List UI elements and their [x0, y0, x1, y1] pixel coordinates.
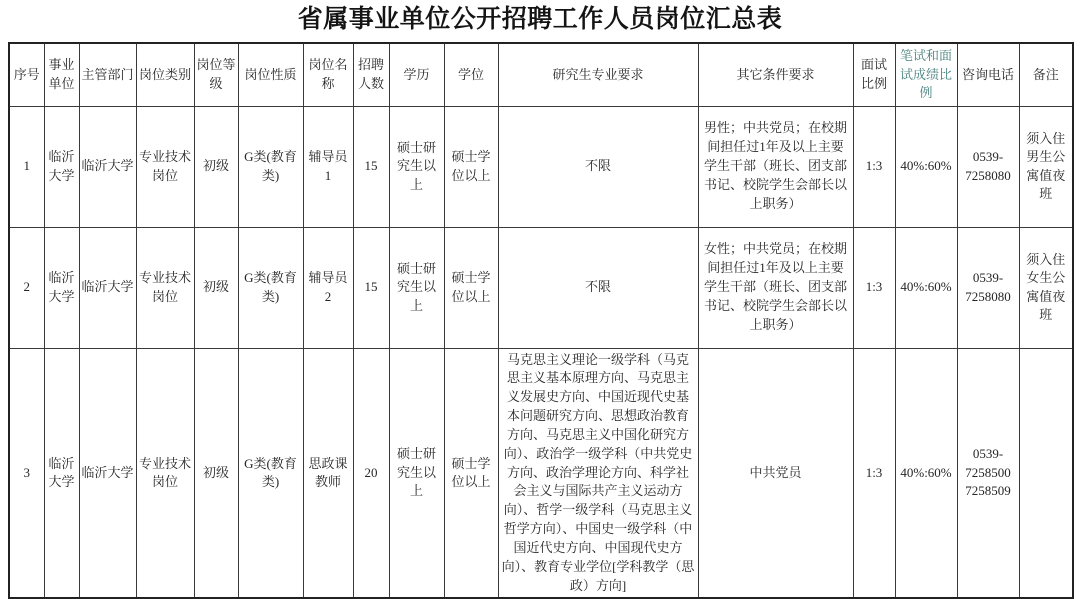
table-row — [9, 106, 1073, 227]
cell-position-name: 辅导员2 — [303, 227, 353, 348]
col-header-level: 岗位等级 — [194, 43, 238, 106]
cell-education: 硕士研究生以上 — [389, 348, 444, 598]
table-row — [9, 348, 1073, 598]
cell-phone: 0539-7258080 — [957, 227, 1019, 348]
cell-degree: 硕士学位以上 — [444, 348, 498, 598]
cell-remark: 须入住男生公寓值夜班 — [1019, 106, 1073, 227]
col-header-education: 学历 — [389, 43, 444, 106]
cell-interview-ratio: 1:3 — [853, 106, 895, 227]
col-header-score-ratio: 笔试和面试成绩比例 — [895, 43, 957, 106]
cell-department: 临沂大学 — [79, 106, 136, 227]
col-header-department: 主管部门 — [79, 43, 136, 106]
cell-level: 初级 — [194, 106, 238, 227]
cell-institution: 临沂大学 — [44, 106, 79, 227]
cell-category: 专业技术岗位 — [136, 348, 194, 598]
col-header-category: 岗位类别 — [136, 43, 194, 106]
col-header-nature: 岗位性质 — [238, 43, 303, 106]
cell-department: 临沂大学 — [79, 227, 136, 348]
cell-nature: G类(教育类) — [238, 348, 303, 598]
cell-education: 硕士研究生以上 — [389, 106, 444, 227]
col-header-serial: 序号 — [9, 43, 44, 106]
cell-remark — [1019, 348, 1073, 598]
cell-position-name: 辅导员1 — [303, 106, 353, 227]
cell-other-requirement: 男性；中共党员；在校期间担任过1年及以上主要学生干部（班长、团支部书记、校院学生会部长以上职务） — [698, 106, 853, 227]
cell-other-requirement: 女性；中共党员；在校期间担任过1年及以上主要学生干部（班长、团支部书记、校院学生会部长以上职务） — [698, 227, 853, 348]
cell-level: 初级 — [194, 227, 238, 348]
cell-nature: G类(教育类) — [238, 106, 303, 227]
cell-phone: 0539-7258080 — [957, 106, 1019, 227]
cell-major-requirement: 不限 — [498, 106, 698, 227]
col-header-degree: 学位 — [444, 43, 498, 106]
col-header-institution: 事业单位 — [44, 43, 79, 106]
cell-institution: 临沂大学 — [44, 348, 79, 598]
cell-category: 专业技术岗位 — [136, 106, 194, 227]
cell-degree: 硕士学位以上 — [444, 106, 498, 227]
cell-score-ratio: 40%:60% — [895, 227, 957, 348]
cell-remark: 须入住女生公寓值夜班 — [1019, 227, 1073, 348]
cell-score-ratio: 40%:60% — [895, 348, 957, 598]
cell-serial: 2 — [9, 227, 44, 348]
cell-category: 专业技术岗位 — [136, 227, 194, 348]
page-title: 省属事业单位公开招聘工作人员岗位汇总表 — [297, 6, 783, 33]
cell-other-requirement: 中共党员 — [698, 348, 853, 598]
cell-department: 临沂大学 — [79, 348, 136, 598]
cell-nature: G类(教育类) — [238, 227, 303, 348]
jobs-table — [8, 42, 1074, 599]
cell-headcount: 15 — [353, 227, 389, 348]
cell-level: 初级 — [194, 348, 238, 598]
col-header-other-requirement: 其它条件要求 — [698, 43, 853, 106]
cell-position-name: 思政课教师 — [303, 348, 353, 598]
cell-phone: 0539-7258500 7258509 — [957, 348, 1019, 598]
col-header-remark: 备注 — [1019, 43, 1073, 106]
cell-education: 硕士研究生以上 — [389, 227, 444, 348]
cell-score-ratio: 40%:60% — [895, 106, 957, 227]
cell-institution: 临沂大学 — [44, 227, 79, 348]
cell-major-requirement: 马克思主义理论一级学科（马克思主义基本原理方向、马克思主义发展史方向、中国近现代史基本问题研究方向、思想政治教育方向、马克思主义中国化研究方向）、政治学一级学科（中共党史方向、政治学理论方向、科学社会主义与国际共产主义运动方向）、哲学一级学科（马克思主义哲学方向）、中国史一级学科（中国近代史方向、中国现代史方向）、教育专业学位[学科教学（思政）方向] — [498, 348, 698, 598]
cell-interview-ratio: 1:3 — [853, 348, 895, 598]
col-header-phone: 咨询电话 — [957, 43, 1019, 106]
header-row — [9, 43, 1073, 106]
cell-interview-ratio: 1:3 — [853, 227, 895, 348]
cell-major-requirement: 不限 — [498, 227, 698, 348]
cell-headcount: 15 — [353, 106, 389, 227]
cell-serial: 1 — [9, 106, 44, 227]
table-row — [9, 227, 1073, 348]
col-header-major-requirement: 研究生专业要求 — [498, 43, 698, 106]
cell-serial: 3 — [9, 348, 44, 598]
col-header-position-name: 岗位名称 — [303, 43, 353, 106]
col-header-interview-ratio: 面试比例 — [853, 43, 895, 106]
col-header-headcount: 招聘人数 — [353, 43, 389, 106]
cell-degree: 硕士学位以上 — [444, 227, 498, 348]
cell-headcount: 20 — [353, 348, 389, 598]
